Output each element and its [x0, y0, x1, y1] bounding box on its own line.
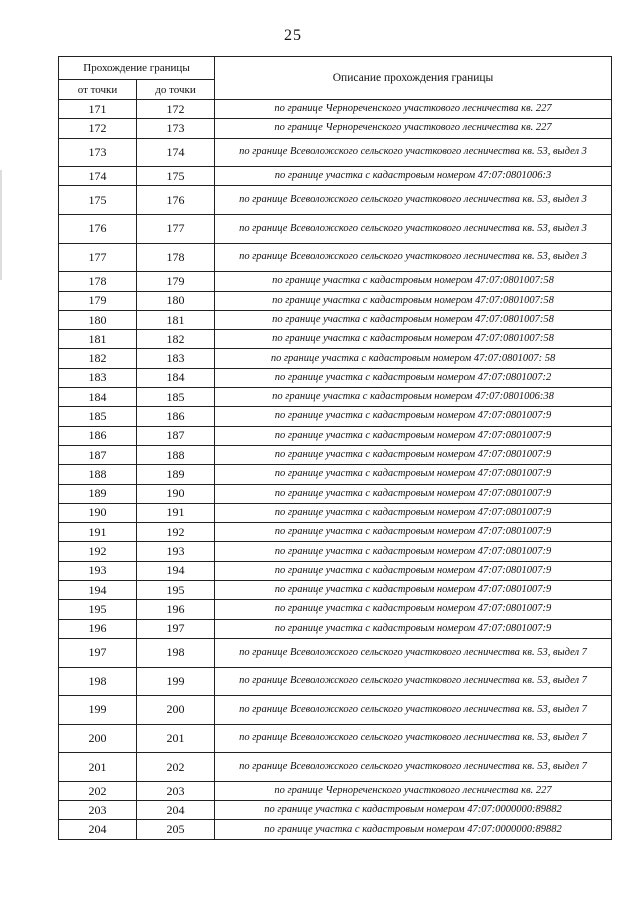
table-row — [59, 100, 612, 119]
from-point-cell: 180 — [59, 310, 137, 329]
page-number: 25 — [284, 27, 302, 44]
from-point-cell: 183 — [59, 368, 137, 387]
from-point-cell: 179 — [59, 291, 137, 310]
from-point-cell: 201 — [59, 753, 137, 782]
description-cell: по границе Всеволожского сельского участкового лесничества кв. 53, выдел 7 — [215, 753, 612, 782]
table-row — [59, 272, 612, 291]
header-from-point: от точки — [59, 80, 137, 100]
table-row — [59, 561, 612, 580]
header-to-point: до точки — [137, 80, 215, 100]
from-point-cell: 177 — [59, 243, 137, 272]
to-point-cell: 189 — [137, 465, 215, 484]
description-cell: по границе Всеволожского сельского участкового лесничества кв. 53, выдел 3 — [215, 186, 612, 215]
to-point-cell: 192 — [137, 523, 215, 542]
description-cell: по границе Всеволожского сельского участкового лесничества кв. 53, выдел 3 — [215, 138, 612, 167]
description-cell: по границе участка с кадастровым номером 47:07:0801007:9 — [215, 407, 612, 426]
table-row — [59, 465, 612, 484]
table-row — [59, 600, 612, 619]
to-point-cell: 187 — [137, 426, 215, 445]
to-point-cell: 185 — [137, 388, 215, 407]
from-point-cell: 185 — [59, 407, 137, 426]
boundary-table — [58, 56, 612, 840]
table-body — [59, 100, 612, 840]
header-group: Прохождение границы — [59, 57, 215, 80]
description-cell: по границе участка с кадастровым номером 47:07:0801007:58 — [215, 330, 612, 349]
description-cell: по границе участка с кадастровым номером 47:07:0801007:9 — [215, 445, 612, 464]
table-row — [59, 753, 612, 782]
description-cell: по границе Всеволожского сельского участкового лесничества кв. 53, выдел 7 — [215, 667, 612, 696]
from-point-cell: 198 — [59, 667, 137, 696]
to-point-cell: 184 — [137, 368, 215, 387]
from-point-cell: 189 — [59, 484, 137, 503]
to-point-cell: 177 — [137, 215, 215, 244]
description-cell: по границе Всеволожского сельского участкового лесничества кв. 53, выдел 7 — [215, 724, 612, 753]
description-cell: по границе участка с кадастровым номером 47:07:0801007:9 — [215, 581, 612, 600]
to-point-cell: 191 — [137, 503, 215, 522]
from-point-cell: 192 — [59, 542, 137, 561]
table-row — [59, 243, 612, 272]
to-point-cell: 181 — [137, 310, 215, 329]
header-description: Описание прохождения границы — [215, 57, 612, 100]
from-point-cell: 196 — [59, 619, 137, 638]
description-cell: по границе Всеволожского сельского участкового лесничества кв. 53, выдел 3 — [215, 243, 612, 272]
table-row — [59, 638, 612, 667]
from-point-cell: 187 — [59, 445, 137, 464]
to-point-cell: 197 — [137, 619, 215, 638]
to-point-cell: 201 — [137, 724, 215, 753]
to-point-cell: 182 — [137, 330, 215, 349]
to-point-cell: 178 — [137, 243, 215, 272]
table-row — [59, 523, 612, 542]
from-point-cell: 190 — [59, 503, 137, 522]
from-point-cell: 188 — [59, 465, 137, 484]
table-row — [59, 426, 612, 445]
from-point-cell: 197 — [59, 638, 137, 667]
to-point-cell: 196 — [137, 600, 215, 619]
table-row — [59, 581, 612, 600]
table-row — [59, 119, 612, 138]
table-row — [59, 445, 612, 464]
table-row — [59, 138, 612, 167]
description-cell: по границе участка с кадастровым номером 47:07:0801007:58 — [215, 272, 612, 291]
to-point-cell: 195 — [137, 581, 215, 600]
description-cell: по границе участка с кадастровым номером 47:07:0801007:9 — [215, 619, 612, 638]
to-point-cell: 198 — [137, 638, 215, 667]
to-point-cell: 173 — [137, 119, 215, 138]
to-point-cell: 180 — [137, 291, 215, 310]
from-point-cell: 194 — [59, 581, 137, 600]
to-point-cell: 199 — [137, 667, 215, 696]
from-point-cell: 199 — [59, 696, 137, 725]
description-cell: по границе участка с кадастровым номером 47:07:0000000:89882 — [215, 801, 612, 820]
table-row — [59, 388, 612, 407]
from-point-cell: 178 — [59, 272, 137, 291]
to-point-cell: 183 — [137, 349, 215, 368]
description-cell: по границе участка с кадастровым номером 47:07:0801007:9 — [215, 600, 612, 619]
table-row — [59, 696, 612, 725]
table-row — [59, 724, 612, 753]
from-point-cell: 182 — [59, 349, 137, 368]
table-row — [59, 667, 612, 696]
from-point-cell: 193 — [59, 561, 137, 580]
description-cell: по границе Чернореченского участкового лесничества кв. 227 — [215, 100, 612, 119]
description-cell: по границе участка с кадастровым номером 47:07:0801007:9 — [215, 561, 612, 580]
table-header — [59, 57, 612, 100]
from-point-cell: 191 — [59, 523, 137, 542]
table-row — [59, 310, 612, 329]
table-row — [59, 368, 612, 387]
from-point-cell: 181 — [59, 330, 137, 349]
to-point-cell: 175 — [137, 167, 215, 186]
from-point-cell: 186 — [59, 426, 137, 445]
from-point-cell: 171 — [59, 100, 137, 119]
from-point-cell: 195 — [59, 600, 137, 619]
to-point-cell: 179 — [137, 272, 215, 291]
from-point-cell: 174 — [59, 167, 137, 186]
from-point-cell: 173 — [59, 138, 137, 167]
from-point-cell: 200 — [59, 724, 137, 753]
to-point-cell: 176 — [137, 186, 215, 215]
description-cell: по границе участка с кадастровым номером 47:07:0801007:2 — [215, 368, 612, 387]
from-point-cell: 175 — [59, 186, 137, 215]
table-row — [59, 503, 612, 522]
description-cell: по границе участка с кадастровым номером 47:07:0801007:9 — [215, 503, 612, 522]
description-cell: по границе Всеволожского сельского участкового лесничества кв. 53, выдел 7 — [215, 638, 612, 667]
to-point-cell: 174 — [137, 138, 215, 167]
to-point-cell: 186 — [137, 407, 215, 426]
description-cell: по границе Чернореченского участкового лесничества кв. 227 — [215, 119, 612, 138]
description-cell: по границе Всеволожского сельского участкового лесничества кв. 53, выдел 7 — [215, 696, 612, 725]
description-cell: по границе участка с кадастровым номером 47:07:0801007:58 — [215, 291, 612, 310]
table-row — [59, 186, 612, 215]
to-point-cell: 202 — [137, 753, 215, 782]
description-cell: по границе участка с кадастровым номером 47:07:0801007:9 — [215, 523, 612, 542]
from-point-cell: 204 — [59, 820, 137, 839]
table-row — [59, 330, 612, 349]
description-cell: по границе участка с кадастровым номером 47:07:0801007:9 — [215, 542, 612, 561]
to-point-cell: 188 — [137, 445, 215, 464]
table-row — [59, 484, 612, 503]
table-row — [59, 820, 612, 839]
description-cell: по границе участка с кадастровым номером 47:07:0801007: 58 — [215, 349, 612, 368]
table-row — [59, 407, 612, 426]
table-row — [59, 291, 612, 310]
from-point-cell: 203 — [59, 801, 137, 820]
table-row — [59, 781, 612, 800]
to-point-cell: 193 — [137, 542, 215, 561]
table-row — [59, 167, 612, 186]
to-point-cell: 204 — [137, 801, 215, 820]
from-point-cell: 202 — [59, 781, 137, 800]
description-cell: по границе участка с кадастровым номером 47:07:0801007:9 — [215, 426, 612, 445]
table-row — [59, 215, 612, 244]
description-cell: по границе участка с кадастровым номером 47:07:0801007:58 — [215, 310, 612, 329]
to-point-cell: 172 — [137, 100, 215, 119]
table-row — [59, 349, 612, 368]
to-point-cell: 200 — [137, 696, 215, 725]
from-point-cell: 176 — [59, 215, 137, 244]
to-point-cell: 194 — [137, 561, 215, 580]
to-point-cell: 203 — [137, 781, 215, 800]
from-point-cell: 172 — [59, 119, 137, 138]
description-cell: по границе участка с кадастровым номером 47:07:0801007:9 — [215, 484, 612, 503]
description-cell: по границе Чернореченского участкового лесничества кв. 227 — [215, 781, 612, 800]
table-row — [59, 801, 612, 820]
table-row — [59, 619, 612, 638]
to-point-cell: 205 — [137, 820, 215, 839]
description-cell: по границе участка с кадастровым номером 47:07:0801006:38 — [215, 388, 612, 407]
to-point-cell: 190 — [137, 484, 215, 503]
table-row — [59, 542, 612, 561]
description-cell: по границе участка с кадастровым номером 47:07:0801006:3 — [215, 167, 612, 186]
description-cell: по границе участка с кадастровым номером 47:07:0000000:89882 — [215, 820, 612, 839]
description-cell: по границе участка с кадастровым номером 47:07:0801007:9 — [215, 465, 612, 484]
description-cell: по границе Всеволожского сельского участкового лесничества кв. 53, выдел 3 — [215, 215, 612, 244]
from-point-cell: 184 — [59, 388, 137, 407]
scan-edge-mark — [0, 170, 2, 280]
